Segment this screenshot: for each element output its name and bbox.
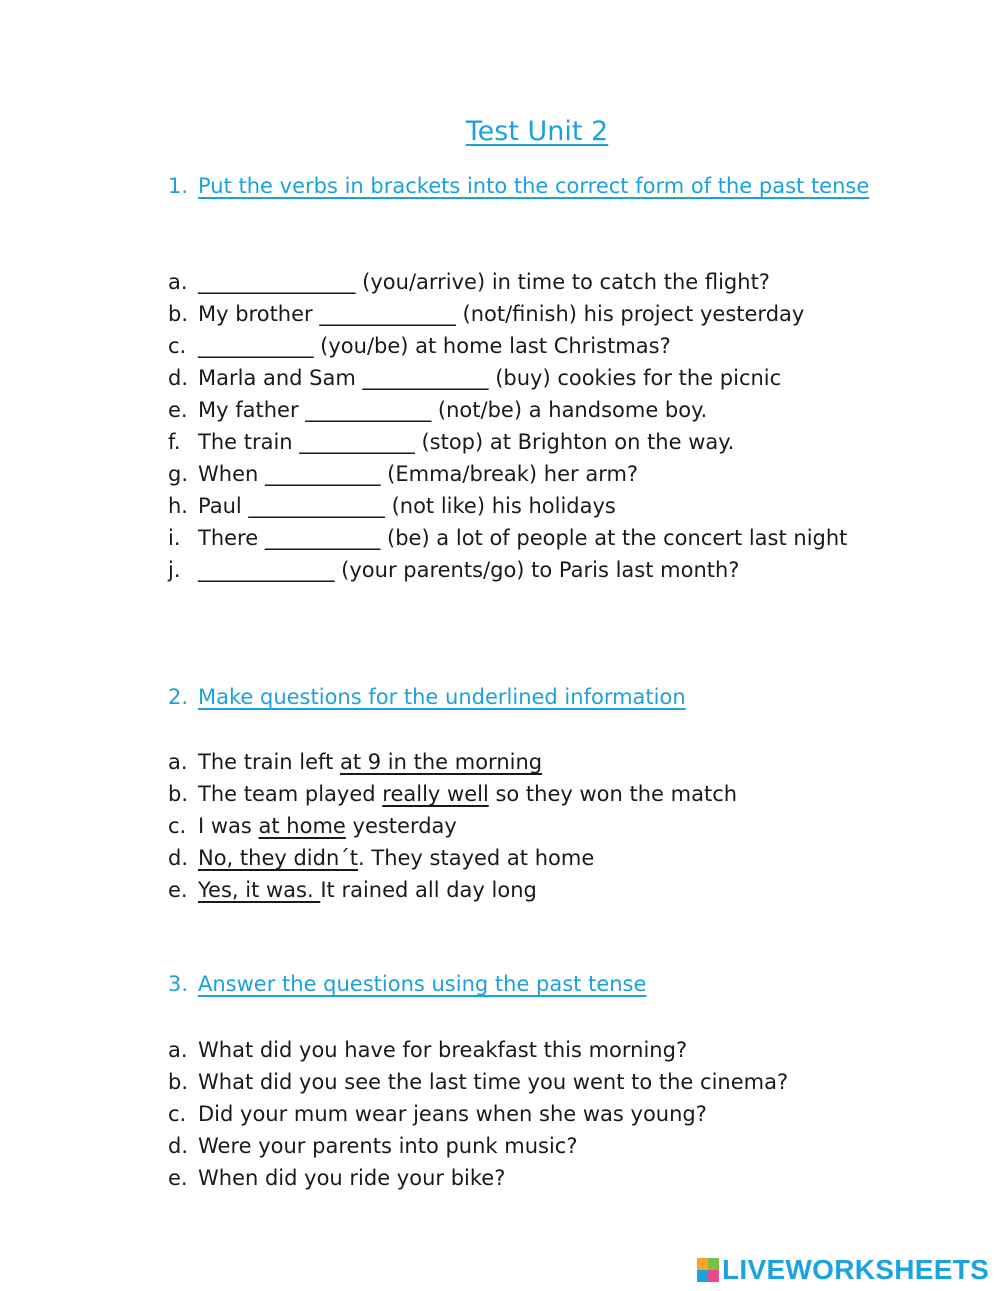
item-text: Marla and Sam ____________ (buy) cookies for the picnic — [198, 366, 782, 390]
item-text: What did you see the last time you went to the cinema? — [198, 1070, 789, 1094]
list-item — [168, 1034, 936, 1066]
item-text: Paul _____________ (not like) his holidays — [198, 494, 616, 518]
item-letter: e. — [168, 398, 188, 422]
list-item — [168, 330, 936, 362]
list-item — [168, 810, 936, 842]
logo-text: LIVEWORKSHEETS — [722, 1254, 990, 1285]
underlined-info: at home — [258, 814, 346, 838]
section-2-heading-text: Make questions for the underlined information — [198, 685, 686, 709]
list-item — [168, 1162, 936, 1194]
section-1-heading — [168, 170, 936, 203]
item-letter: i. — [168, 526, 181, 550]
section-2-heading — [168, 681, 936, 714]
item-text: The train ___________ (stop) at Brighton on the way. — [198, 430, 735, 454]
item-letter: j. — [168, 558, 181, 582]
item-text: When did you ride your bike? — [198, 1166, 506, 1190]
underlined-info: Yes, it was. — [198, 878, 321, 902]
item-letter: b. — [168, 782, 189, 806]
item-letter: h. — [168, 494, 188, 518]
list-item — [168, 778, 936, 810]
section-1-list — [168, 266, 936, 586]
list-item — [168, 874, 936, 906]
item-letter: d. — [168, 846, 189, 870]
item-text: My brother _____________ (not/finish) his project yesterday — [198, 302, 805, 326]
item-letter: g. — [168, 462, 189, 486]
item-text-after: . They stayed at home — [358, 846, 595, 870]
list-item — [168, 1066, 936, 1098]
section-2-number: 2. — [168, 685, 189, 709]
item-letter: b. — [168, 302, 189, 326]
item-text-before: I was — [198, 814, 259, 838]
item-text-after: yesterday — [345, 814, 457, 838]
list-item — [168, 266, 936, 298]
logo-tile — [708, 1270, 719, 1282]
item-text: My father ____________ (not/be) a handsome boy. — [198, 398, 708, 422]
item-letter: d. — [168, 1134, 189, 1158]
item-letter: a. — [168, 270, 188, 294]
item-text: _____________ (your parents/go) to Paris last month? — [198, 558, 740, 582]
item-text-after: It rained all day long — [320, 878, 537, 902]
item-letter: a. — [168, 750, 188, 774]
item-text-before: The team played — [198, 782, 383, 806]
item-letter: e. — [168, 1166, 188, 1190]
section-3-heading-text: Answer the questions using the past tense — [198, 972, 647, 996]
list-item — [168, 842, 936, 874]
page-title: Test Unit 2 — [465, 116, 609, 147]
section-3-list — [168, 1034, 936, 1194]
section-2-list — [168, 746, 936, 906]
item-letter: a. — [168, 1038, 188, 1062]
section-3-heading — [168, 968, 936, 1001]
list-item — [168, 1098, 936, 1130]
item-text: Did your mum wear jeans when she was young? — [198, 1102, 707, 1126]
list-item — [168, 554, 936, 586]
list-item — [168, 458, 936, 490]
item-letter: c. — [168, 1102, 187, 1126]
list-item — [168, 362, 936, 394]
item-letter: c. — [168, 334, 187, 358]
item-text-after: so they won the match — [488, 782, 738, 806]
item-letter: f. — [168, 430, 181, 454]
list-item — [168, 746, 936, 778]
section-1-heading-text: Put the verbs in brackets into the correct form of the past tense — [198, 174, 870, 198]
item-text: When ___________ (Emma/break) her arm? — [198, 462, 639, 486]
item-text: _______________ (you/arrive) in time to catch the flight? — [198, 270, 770, 294]
item-text: There ___________ (be) a lot of people at the concert last night — [198, 526, 848, 550]
logo-tile — [708, 1258, 719, 1270]
item-letter: d. — [168, 366, 189, 390]
list-item — [168, 522, 936, 554]
item-text: What did you have for breakfast this morning? — [198, 1038, 688, 1062]
logo-tile — [697, 1258, 708, 1270]
item-letter: b. — [168, 1070, 189, 1094]
list-item — [168, 490, 936, 522]
underlined-info: No, they didn´t — [198, 846, 359, 870]
section-3-number: 3. — [168, 972, 189, 996]
list-item — [168, 394, 936, 426]
liveworksheets-logo[interactable] — [697, 1256, 989, 1284]
section-1-number: 1. — [168, 174, 189, 198]
logo-tile — [697, 1270, 708, 1282]
list-item — [168, 298, 936, 330]
list-item — [168, 426, 936, 458]
item-text: ___________ (you/be) at home last Christmas? — [198, 334, 671, 358]
underlined-info: really well — [382, 782, 489, 806]
item-text-before: The train left — [198, 750, 340, 774]
list-item — [168, 1130, 936, 1162]
item-letter: e. — [168, 878, 188, 902]
underlined-info: at 9 in the morning — [339, 750, 543, 774]
item-text: Were your parents into punk music? — [198, 1134, 578, 1158]
item-letter: c. — [168, 814, 187, 838]
liveworksheets-logo-icon — [697, 1258, 719, 1282]
